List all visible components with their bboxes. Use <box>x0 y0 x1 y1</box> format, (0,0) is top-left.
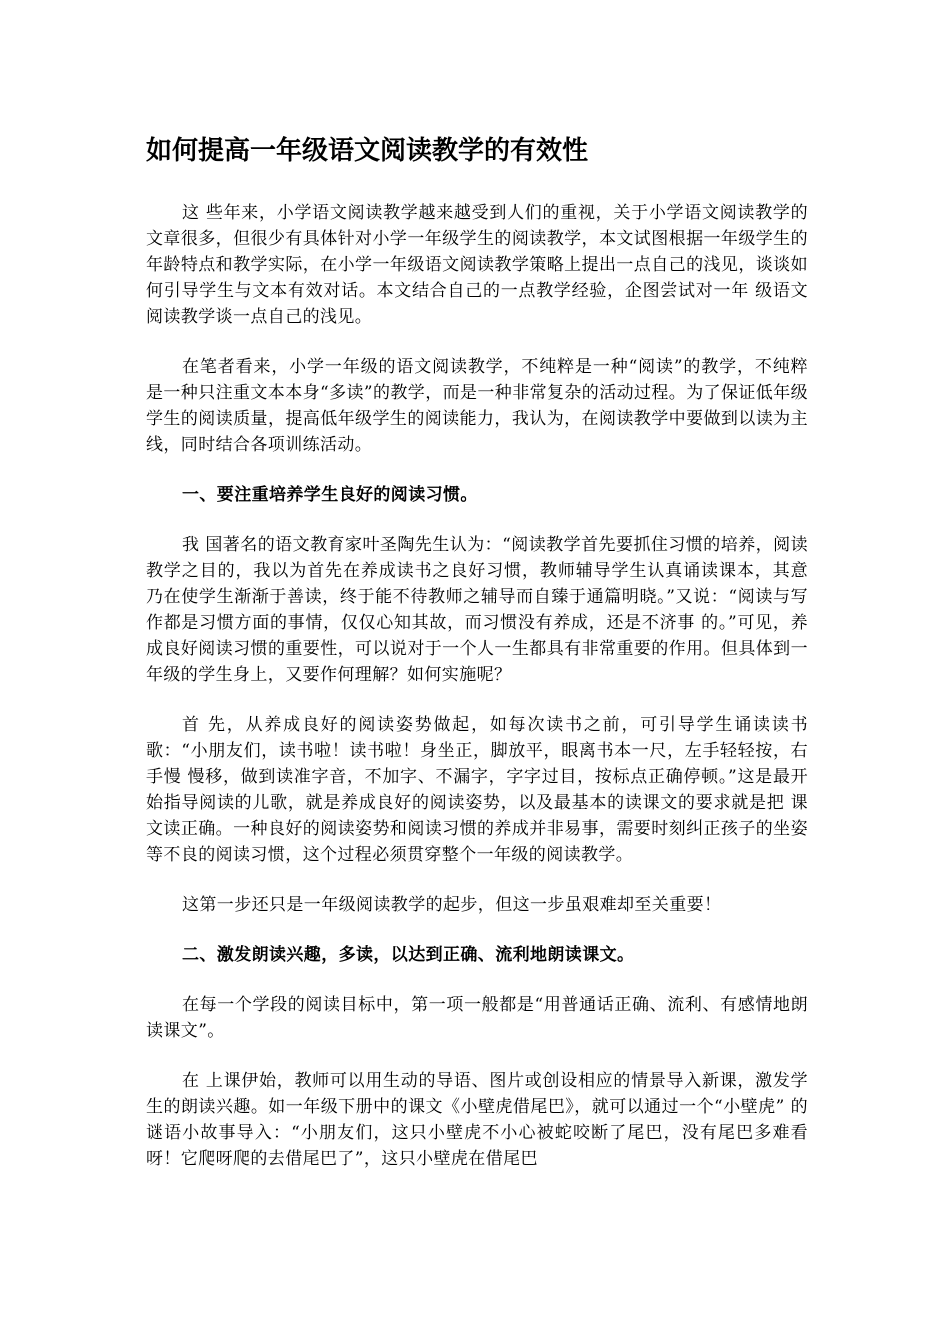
section-heading: 二、激发朗读兴趣，多读，以达到正确、流利地朗读课文。 <box>182 945 635 965</box>
paragraph: 在笔者看来，小学一年级的语文阅读教学，不纯粹是一种“阅读”的教学，不纯粹是一种只注重文本本身“多读”的教学，而是一种非常复杂的活动过程。为了保证低年级学生的阅读质量，提高低年级学生的阅读能力，我认为，在阅读教学中要做到以读为主线，同时结合各项训练活动。 <box>146 357 808 455</box>
paragraph: 这 些年来，小学语文阅读教学越来越受到人们的重视，关于小学语文阅读教学的文章很多，但很少有具体针对小学一年级学生的阅读教学，本文试图根据一年级学生的 年龄特点和教学实际，在小学一年级语文阅读教学策略上提出一点自己的浅见，谈谈如何引导学生与文本有效对话。本文结合自己的一点教学经验，企图尝试对一年 级语文阅读教学谈一点自己的浅见。 <box>146 203 808 327</box>
paragraph: 在 上课伊始，教师可以用生动的导语、图片或创设相应的情景导入新课，激发学生的朗读兴趣。如一年级下册中的课文《小壁虎借尾巴》，就可以通过一个“小壁虎” 的谜语小故事导入：“小朋友们，这只小壁虎不小心被蛇咬断了尾巴，没有尾巴多难看呀！它爬呀爬的去借尾巴了”，这只小壁虎在借尾巴 <box>146 1071 808 1169</box>
document-page <box>146 128 808 1196</box>
paragraph: 我 国著名的语文教育家叶圣陶先生认为：“阅读教学首先要抓住习惯的培养，阅读教学之目的，我以为首先在养成读书之良好习惯，教师辅导学生认真诵读课本，其意 乃在使学生渐渐于善读，终于能不待教师之辅导而自臻于通篇明晓。”又说：“阅读与写作都是习惯方面的事情，仅仅心知其故，而习惯没有养成，还是不济事 的。”可见，养成良好阅读习惯的重要性，可以说对于一个人一生都具有非常重要的作用。但具体到一年级的学生身上，又要作何理解？如何实施呢？ <box>146 535 808 685</box>
paragraph: 这第一步还只是一年级阅读教学的起步，但这一步虽艰难却至关重要！ <box>182 895 722 915</box>
document-title: 如何提高一年级语文阅读教学的有效性 <box>146 136 589 166</box>
section-heading: 一、要注重培养学生良好的阅读习惯。 <box>182 485 478 505</box>
paragraph: 在每一个学段的阅读目标中，第一项一般都是“用普通话正确、流利、有感情地朗读课文”。 <box>146 995 808 1041</box>
paragraph: 首 先，从养成良好的阅读姿势做起，如每次读书之前，可引导学生诵读读书歌：“小朋友们，读书啦！读书啦！身坐正，脚放平，眼离书本一尺，左手轻轻按，右手慢 慢移，做到读准字音，不加字、不漏字，字字过目，按标点正确停顿。”这是最开始指导阅读的儿歌，就是养成良好的阅读姿势，以及最基本的读课文的要求就是把 课文读正确。一种良好的阅读姿势和阅读习惯的养成并非易事，需要时刻纠正孩子的坐姿等不良的阅读习惯，这个过程必须贯穿整个一年级的阅读教学。 <box>146 715 808 865</box>
